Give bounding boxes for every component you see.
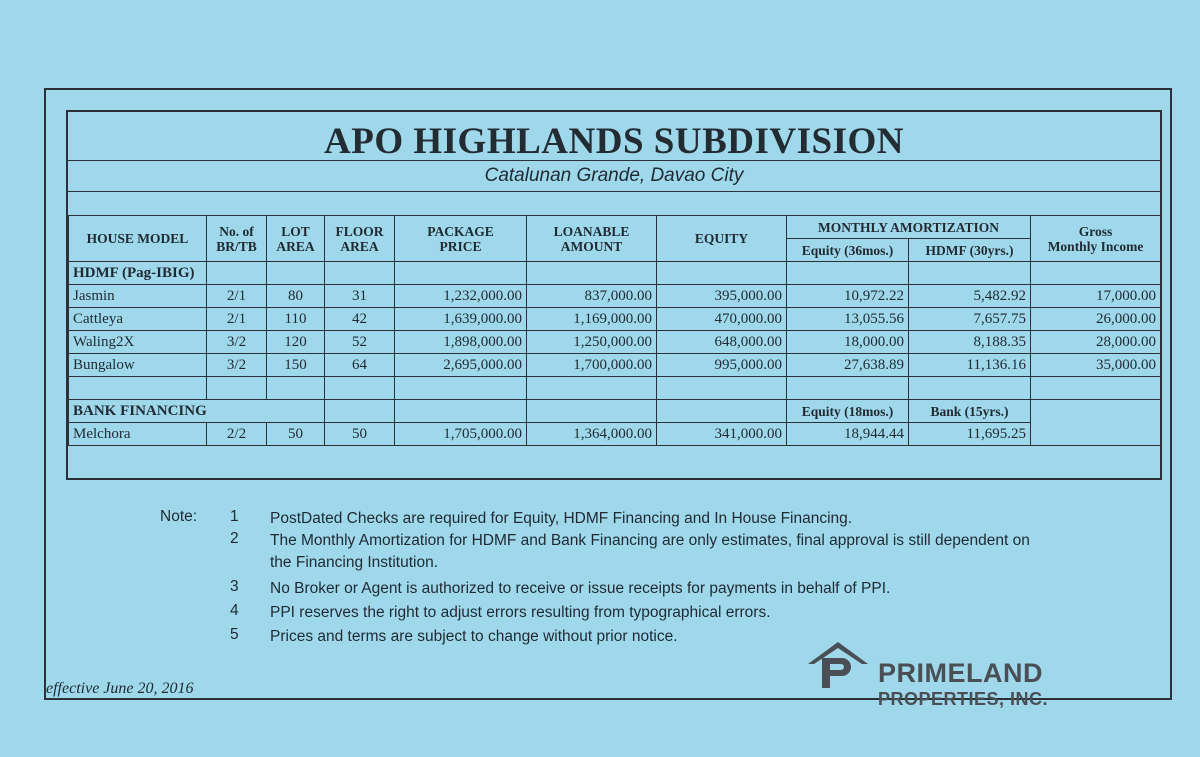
col-header-loanable-amount: LOANABLE AMOUNT xyxy=(527,216,657,262)
company-name: PRIMELAND PROPERTIES, INC. xyxy=(878,658,1049,709)
col-header-hdmf-30: HDMF (30yrs.) xyxy=(909,239,1031,262)
col-header-lot-area: LOT AREA xyxy=(267,216,325,262)
section-label-hdmf: HDMF (Pag-IBIG) xyxy=(69,262,207,285)
page-title: APO HIGHLANDS SUBDIVISION xyxy=(324,121,904,162)
section-row-hdmf xyxy=(69,262,1161,285)
table-row: Waling2X 3/2 120 52 1,898,000.00 1,250,000.00 648,000.00 18,000.00 8,188.35 28,000.00 xyxy=(69,331,1161,354)
table-row: Cattleya 2/1 110 42 1,639,000.00 1,169,000.00 470,000.00 13,055.56 7,657.75 26,000.00 xyxy=(69,308,1161,331)
col-header-bank-15: Bank (15yrs.) xyxy=(909,400,1031,423)
col-header-equity: EQUITY xyxy=(657,216,787,262)
header-row-1 xyxy=(69,216,1161,239)
effective-date: effective June 20, 2016 xyxy=(46,680,194,697)
col-header-equity-18: Equity (18mos.) xyxy=(787,400,909,423)
company-logo xyxy=(806,640,1166,709)
price-list-frame xyxy=(66,110,1162,480)
notes-label: Note: xyxy=(160,508,198,525)
col-header-house-model: HOUSE MODEL xyxy=(69,216,207,262)
table-row: Melchora 2/2 50 50 1,705,000.00 1,364,000.00 341,000.00 18,944.44 11,695.25 xyxy=(69,423,1161,446)
col-header-br-tb: No. of BR/TB xyxy=(207,216,267,262)
col-header-monthly-amortization: MONTHLY AMORTIZATION xyxy=(787,216,1031,239)
section-row-bank xyxy=(69,400,1161,423)
col-header-equity-36: Equity (36mos.) xyxy=(787,239,909,262)
col-header-gross-income: Gross Monthly Income xyxy=(1031,216,1161,262)
price-table xyxy=(68,215,1161,446)
table-row: Jasmin 2/1 80 31 1,232,000.00 837,000.00 395,000.00 10,972.22 5,482.92 17,000.00 xyxy=(69,285,1161,308)
spacer-row xyxy=(69,377,1161,400)
col-header-package-price: PACKAGE PRICE xyxy=(395,216,527,262)
house-p-logo-icon xyxy=(806,640,870,690)
table-row: Bungalow 3/2 150 64 2,695,000.00 1,700,000.00 995,000.00 27,638.89 11,136.16 35,000.00 xyxy=(69,354,1161,377)
section-label-bank: BANK FINANCING xyxy=(69,400,325,423)
col-header-floor-area: FLOOR AREA xyxy=(325,216,395,262)
location-subtitle: Catalunan Grande, Davao City xyxy=(68,160,1160,192)
